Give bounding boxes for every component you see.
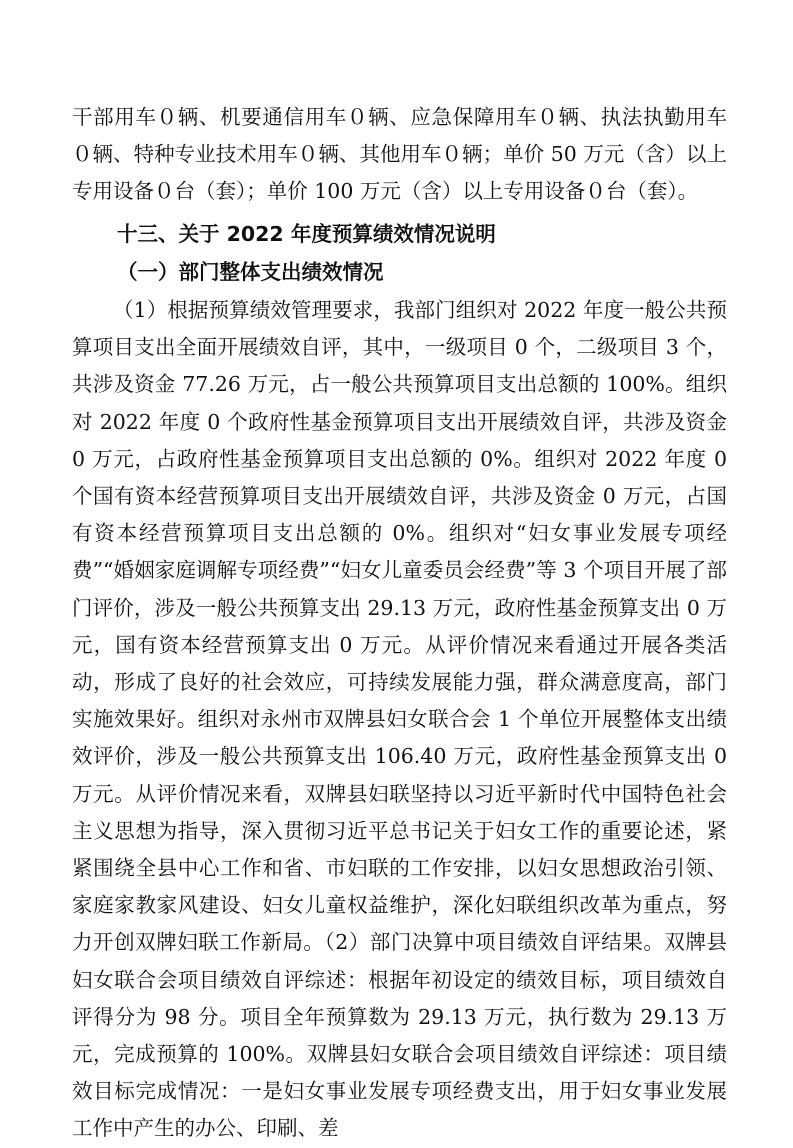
subsection-heading: （一）部门整体支出绩效情况 bbox=[117, 260, 384, 284]
main-paragraph-block bbox=[72, 292, 727, 1148]
top-paragraph-block bbox=[72, 99, 727, 211]
top-paragraph: 干部用车０辆、机要通信用车０辆、应急保障用车０辆、执法执勤用车０辆、特种专业技术用车０辆、其他用车０辆；单价 50 万元（含）以上专用设备０台（套）；单价 100 万元（含）以上专用设备０台（套）。 bbox=[72, 105, 727, 204]
main-paragraph: （1）根据预算绩效管理要求，我部门组织对 2022 年度一般公共预算项目支出全面开展绩效自评，其中，一级项目 0 个，二级项目 3 个，共涉及资金 77.26 万元，占一般公共预算项目支出总额的 100%。组织对 2022 年度 0 个政府性基金预算项目支出开展绩效自评，共涉及资金 0 万元，占政府性基金预算项目支出总额的 0%。组织对 2022 年度 0 个国有资本经营预算项目支出开展绩效自评，共涉及资金 0 万元，占国有资本经营预算项目支出总额的 0%。组织对“妇女事业发展专项经费”“婚姻家庭调解专项经费”“妇女儿童委员会经费”等 3 个项目开展了部门评价，涉及一般公共预算支出 29.13 万元，政府性基金预算支出 0 万元，国有资本经营预算支出 0 万元。从评价情况来看通过开展各类活动，形成了良好的社会效应，可持续发展能力强，群众满意度高，部门实施效果好。组织对永州市双牌县妇女联合会 1 个单位开展整体支出绩效评价，涉及一般公共预算支出 106.40 万元，政府性基金预算支出 0 万元。从评价情况来看，双牌县妇联坚持以习近平新时代中国特色社会主义思想为指导，深入贯彻习近平总书记关于妇女工作的重要论述，紧紧围绕全县中心工作和省、市妇联的工作安排，以妇女思想政治引领、家庭家教家风建设、妇女儿童权益维护，深化妇联组织改革为重点，努力开创双牌妇联工作新局。（2）部门决算中项目绩效自评结果。双牌县妇女联合会项目绩效自评综述：根据年初设定的绩效目标，项目绩效自评得分为 98 分。项目全年预算数为 29.13 万元，执行数为 29.13 万元，完成预算的 100%。双牌县妇女联合会项目绩效自评综述：项目绩效目标完成情况：一是妇女事业发展专项经费支出，用于妇女事业发展工作中产生的办公、印刷、差 bbox=[72, 298, 727, 1141]
section-heading: 十三、关于 2022 年度预算绩效情况说明 bbox=[117, 222, 496, 246]
